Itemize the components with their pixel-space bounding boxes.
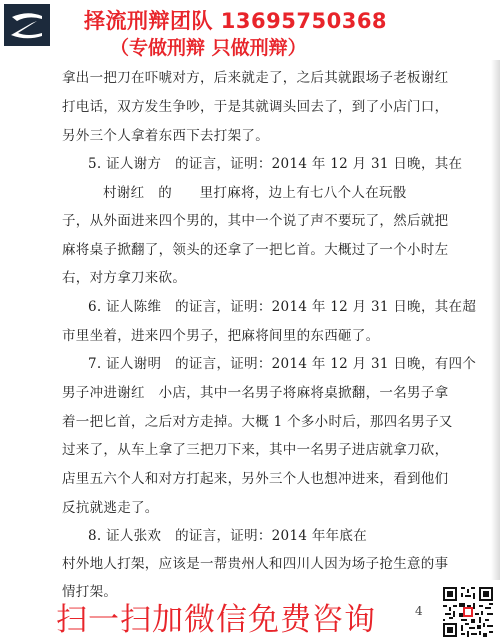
- body-line: 反抗就逃走了。: [62, 500, 159, 516]
- body-line: 情打架。: [62, 584, 118, 600]
- body-line: 村谢红 的 里打麻将，边上有七八个人在玩骰: [103, 185, 407, 201]
- header-subtitle: （专做刑辩 只做刑辩）: [110, 37, 307, 59]
- header-title: 择流刑辩团队 13695750368: [84, 9, 388, 33]
- body-line: 8. 证人张欢 的证言，证明：2014 年年底在: [88, 528, 368, 544]
- body-line: 村外地人打架，应该是一帮贵州人和四川人因为场子抢生意的事: [62, 556, 449, 572]
- body-line: 男子冲进谢红 小店，其中一名男子将麻将桌掀翻，一名男子拿: [62, 385, 449, 401]
- qr-code-icon[interactable]: [441, 585, 495, 639]
- body-line: 5. 证人谢方 的证言，证明：2014 年 12 月 31 日晚，其在: [88, 156, 463, 172]
- body-line: 子，从外面进来四个男的，其中一个说了声不要玩了，然后就把: [62, 213, 449, 229]
- body-line: 右，对方拿刀来砍。: [62, 270, 187, 286]
- body-line: 另外三个人拿着东西下去打架了。: [62, 128, 269, 144]
- body-line: 麻将桌子掀翻了，领头的还拿了一把匕首。大概过了一个小时左: [62, 242, 449, 258]
- body-line: 着一把匕首，之后对方走掉。大概 1 个多小时后，那四名男子又: [62, 414, 453, 430]
- body-line: 市里坐着，进来四个男子，把麻将间里的东西砸了。: [62, 328, 380, 344]
- body-line: 过来了，从车上拿了三把刀下来，其中一名男子进店就拿刀砍，: [62, 442, 449, 458]
- body-line: 7. 证人谢明 的证言，证明：2014 年 12 月 31 日晚，有四个: [88, 356, 477, 372]
- page-number: 4: [415, 604, 423, 618]
- body-line: 店里五六个人和对方打起来，另外三个人也想冲进来，看到他们: [62, 471, 449, 487]
- body-line: 6. 证人陈维 的证言，证明：2014 年 12 月 31 日晚，其在超: [88, 299, 477, 315]
- body-line: 拿出一把刀在吓唬对方，后来就走了，之后其就跟场子老板谢红: [62, 70, 449, 86]
- body-line: 打电话，双方发生争吵，于是其就调头回去了，到了小店门口，: [62, 99, 449, 115]
- wechat-cta-text: 扫一扫加微信免费咨询: [56, 602, 376, 638]
